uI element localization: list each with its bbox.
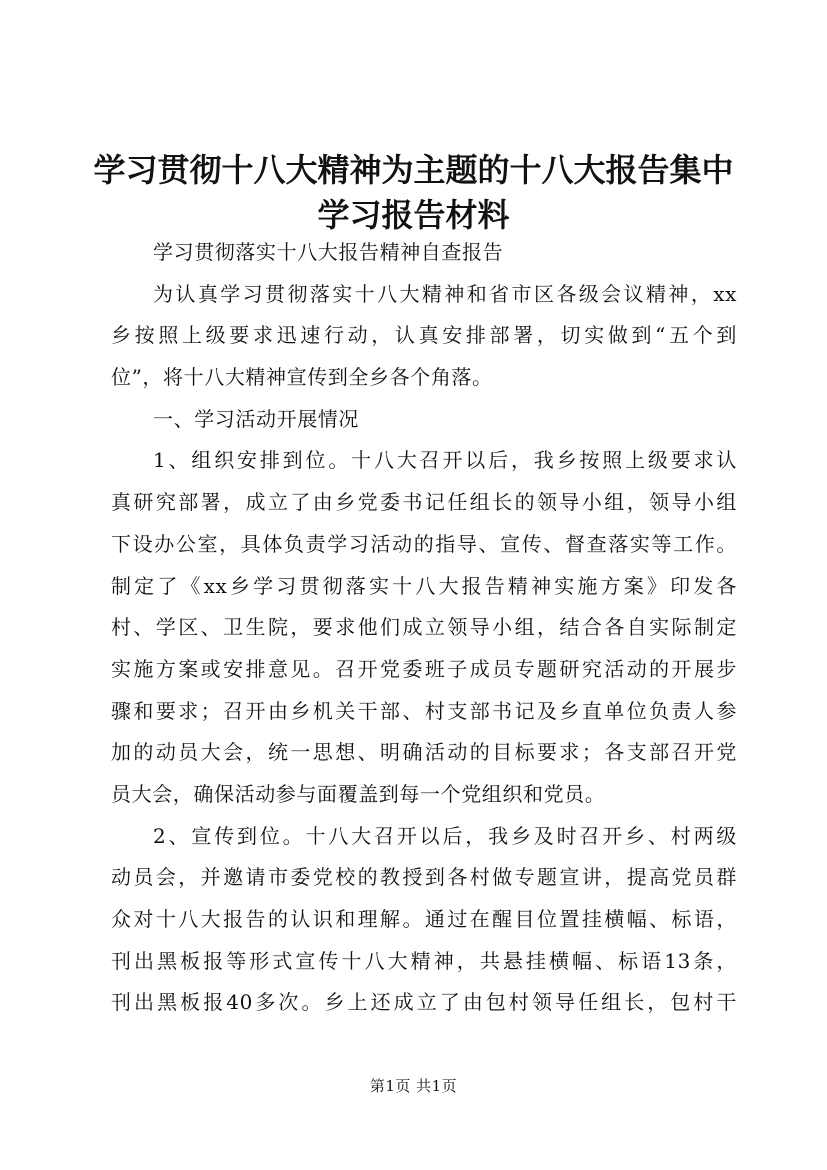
body-line: 骤和要求；召开由乡机关干部、村支部书记及乡直单位负责人参 xyxy=(111,698,737,723)
body-line: 真研究部署，成立了由乡党委书记任组长的领导小组，领导小组 xyxy=(111,490,737,515)
body-line: 刊出黑板报40多次。乡上还成立了由包村领导任组长，包村干 xyxy=(111,990,737,1015)
body-line: 乡按照上级要求迅速行动，认真安排部署，切实做到“五个到 xyxy=(111,323,737,348)
document-title-line-2: 学习报告材料 xyxy=(317,196,510,234)
body-line: 位”，将十八大精神宣传到全乡各个角落。 xyxy=(111,365,493,390)
body-line: 一、学习活动开展情况 xyxy=(153,406,359,431)
body-line: 2、宣传到位。十八大召开以后，我乡及时召开乡、村两级 xyxy=(153,823,737,848)
body-line: 员大会，确保活动参与面覆盖到每一个党组织和党员。 xyxy=(111,781,606,806)
body-line: 加的动员大会，统一思想、明确活动的目标要求；各支部召开党 xyxy=(111,740,737,765)
body-line: 制定了《xx乡学习贯彻落实十八大报告精神实施方案》印发各 xyxy=(111,573,737,598)
body-line: 实施方案或安排意见。召开党委班子成员专题研究活动的开展步 xyxy=(111,656,737,681)
page-footer: 第1页 共1页 xyxy=(369,1077,458,1095)
body-line: 下设办公室，具体负责学习活动的指导、宣传、督查落实等工作。 xyxy=(111,531,737,556)
document-body xyxy=(111,232,737,1024)
document-title-line-1: 学习贯彻十八大精神为主题的十八大报告集中 xyxy=(93,151,734,189)
body-line: 1、组织安排到位。十八大召开以后，我乡按照上级要求认 xyxy=(153,448,737,473)
body-line: 众对十八大报告的认识和理解。通过在醒目位置挂横幅、标语， xyxy=(111,907,737,931)
body-line: 动员会，并邀请市委党校的教授到各村做专题宣讲，提高党员群 xyxy=(111,865,737,890)
body-line: 刊出黑板报等形式宣传十八大精神，共悬挂横幅、标语13条， xyxy=(111,948,737,973)
body-line: 学习贯彻落实十八大报告精神自查报告 xyxy=(153,240,504,264)
body-line: 村、学区、卫生院，要求他们成立领导小组，结合各自实际制定 xyxy=(111,615,737,640)
body-line: 为认真学习贯彻落实十八大精神和省市区各级会议精神，xx xyxy=(153,281,737,306)
